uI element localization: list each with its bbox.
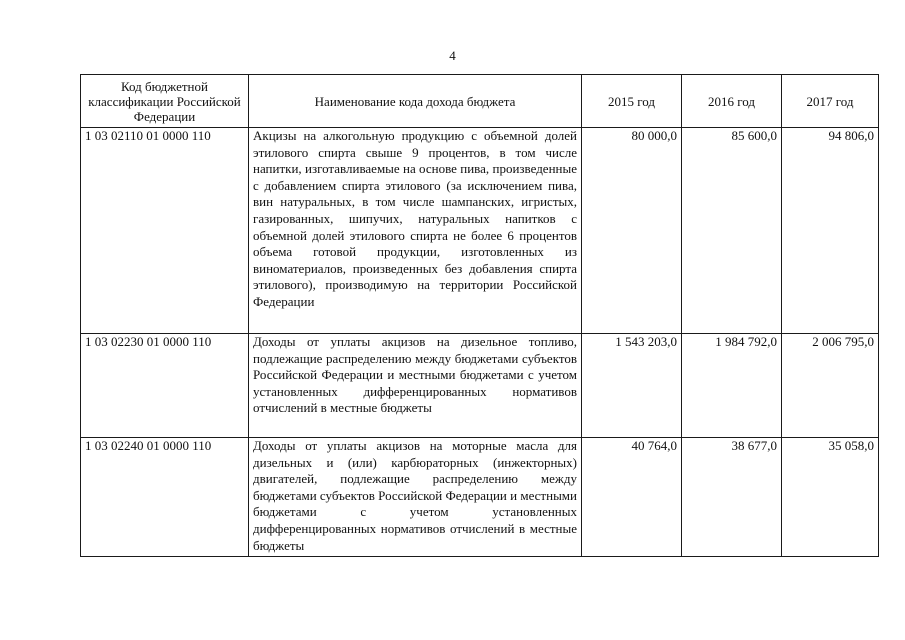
header-name: Наименование кода дохода бюджета [249, 75, 582, 128]
cell-2017: 35 058,0 [782, 438, 879, 557]
cell-code: 1 03 02240 01 0000 110 [81, 438, 249, 557]
table-header-row [81, 75, 879, 128]
cell-2016: 1 984 792,0 [682, 334, 782, 438]
header-2017: 2017 год [782, 75, 879, 128]
cell-2017: 2 006 795,0 [782, 334, 879, 438]
table-row [81, 438, 879, 557]
header-2016: 2016 год [682, 75, 782, 128]
header-2015: 2015 год [582, 75, 682, 128]
header-code: Код бюджетной классификации Российской Федерации [81, 75, 249, 128]
cell-2015: 40 764,0 [582, 438, 682, 557]
cell-name: Доходы от уплаты акцизов на дизельное топливо, подлежащие распределению между бюджетами субъектов Российской Федерации и местными бюджетами с учетом установленных дифференцированных нормативов отчислений в местные бюджеты [249, 334, 582, 438]
table-row [81, 128, 879, 334]
cell-name: Акцизы на алкогольную продукцию с объемной долей этилового спирта свыше 9 процентов, в том числе напитки, изготавливаемые на основе пива, произведенные с добавлением спирта этилового (за исключением пива, вин натуральных, в том числе шампанских, игристых, газированных, шипучих, натуральных напитков с объемной долей этилового спирта не более 6 процентов объема готовой продукции, изготовленных из виноматериалов, произведенных без добавления спирта этилового), производимую на территории Российской Федерации [249, 128, 582, 334]
cell-code: 1 03 02230 01 0000 110 [81, 334, 249, 438]
cell-2016: 85 600,0 [682, 128, 782, 334]
cell-2017: 94 806,0 [782, 128, 879, 334]
cell-2015: 80 000,0 [582, 128, 682, 334]
page-number: 4 [449, 48, 456, 63]
table-row [81, 334, 879, 438]
cell-2016: 38 677,0 [682, 438, 782, 557]
budget-revenue-table [80, 74, 879, 557]
cell-name: Доходы от уплаты акцизов на моторные масла для дизельных и (или) карбюраторных (инжекторных) двигателей, подлежащие распределению между бюджетами субъектов Российской Федерации и местными бюджетами с учетом установленных дифференцированных нормативов отчислений в местные бюджеты [249, 438, 582, 557]
cell-2015: 1 543 203,0 [582, 334, 682, 438]
cell-code: 1 03 02110 01 0000 110 [81, 128, 249, 334]
